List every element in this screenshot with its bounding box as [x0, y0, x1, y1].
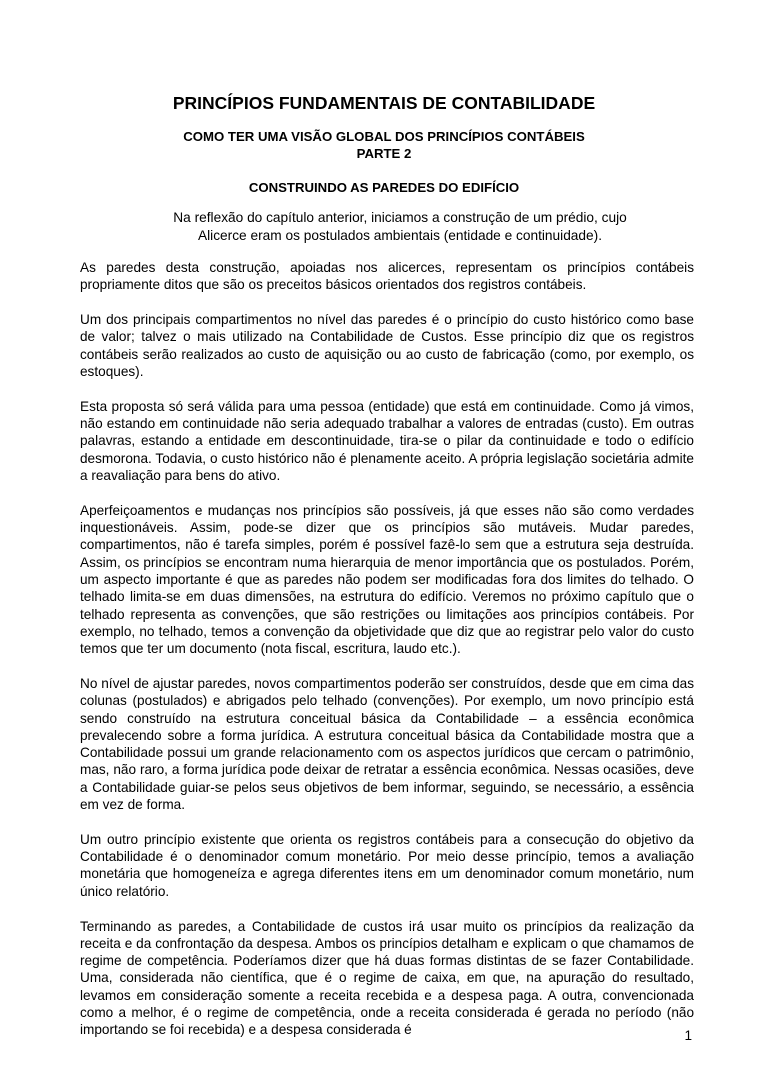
page-number: 1	[684, 1028, 692, 1043]
document-subtitle: COMO TER UMA VISÃO GLOBAL DOS PRINCÍPIOS CONTÁBEIS	[183, 129, 585, 144]
body-text	[80, 259, 694, 1056]
section-heading: CONSTRUINDO AS PAREDES DO EDIFÍCIO	[248, 180, 520, 195]
intro-line: Na reflexão do capítulo anterior, iniciamos a construção de um prédio, cujo	[173, 210, 627, 225]
paragraph: Um outro princípio existente que orienta os registros contábeis para a consecução do objetivo da Contabilidade é o denominador comum monetário. Por meio desse princípio, temos a avaliação monetária que homogeneíza e agrega diferentes itens em um denominador comum monetário, num único relatório.	[80, 831, 694, 899]
document-title: PRINCÍPIOS FUNDAMENTAIS DE CONTABILIDADE	[172, 93, 596, 113]
paragraph: Um dos principais compartimentos no nível das paredes é o princípio do custo histórico como base de valor; talvez o mais utilizado na Contabilidade de Custos. Esse princípio diz que os registros contábeis serão realizados ao custo de aquisição ou ao custo de fabricação (como, por exemplo, os estoques).	[80, 312, 694, 379]
paragraph: Esta proposta só será válida para uma pessoa (entidade) que está em continuidade. Como já vimos, não estando em continuidade não seria adequado trabalhar a valores de entradas (custo). Em outras palavras, estando a entidade em descontinuidade, tira-se o pilar da continuidade e todo o edifício desmorona. Todavia, o custo histórico não é plenamente aceito. A própria legislação societária admite a reavaliação para bens do ativo.	[80, 398, 694, 483]
intro-block	[150, 209, 650, 244]
part-label: PARTE 2	[356, 146, 412, 161]
paragraph: Aperfeiçoamentos e mudanças nos princípios são possíveis, já que esses não são como verdades inquestionáveis. Assim, pode-se dizer que os princípios são mutáveis. Mudar paredes, compartimentos, não é tarefa simples, porém é possível fazê-lo sem que a estrutura seja destruída. Assim, os princípios se encontram numa hierarquia de menor importância que os postulados. Porém, um aspecto importante é que as paredes não podem ser modificadas fora dos limites do telhado. O telhado limita-se em duas dimensões, na estrutura do edifício. Veremos no próximo capítulo que o telhado representa as convenções, que são restrições ou limitações aos princípios contábeis. Por exemplo, no telhado, temos a convenção da objetividade que diz que ao registrar pelo valor do custo temos que ter um documento (nota fiscal, escritura, laudo etc.).	[80, 502, 694, 657]
paragraph: Terminando as paredes, a Contabilidade de custos irá usar muito os princípios da realização da receita e da confrontação da despesa. Ambos os princípios detalham e explicam o que chamamos de regime de competência. Poderíamos dizer que há duas formas distintas de se fazer Contabilidade. Uma, considerada não científica, que é o regime de caixa, em que, na apuração do resultado, levamos em consideração somente a receita recebida e a despesa paga. A outra, convencionada como a melhor, é o regime de competência, onde a receita considerada é gerada no período (não importando se foi recebida) e a despesa considerada é	[80, 918, 694, 1038]
paragraph: As paredes desta construção, apoiadas nos alicerces, representam os princípios contábeis propriamente ditos que são os preceitos básicos orientados dos registros contábeis.	[80, 260, 694, 293]
paragraph: No nível de ajustar paredes, novos compartimentos poderão ser construídos, desde que em cima das colunas (postulados) e abrigados pelo telhado (convenções). Por exemplo, um novo princípio está sendo construído na estrutura conceitual básica da Contabilidade – a essência econômica prevalecendo sobre a forma jurídica. A estrutura conceitual básica da Contabilidade mostra que a Contabilidade possui um grande relacionamento com os aspectos jurídicos que cercam o patrimônio, mas, não raro, a forma jurídica pode deixar de retratar a essência econômica. Nessas ocasiões, deve a Contabilidade guiar-se pelos seus objetivos de bem informar, seguindo, se necessário, a essência em vez de forma.	[80, 675, 694, 813]
intro-line: Alicerce eram os postulados ambientais (entidade e continuidade).	[197, 227, 602, 243]
